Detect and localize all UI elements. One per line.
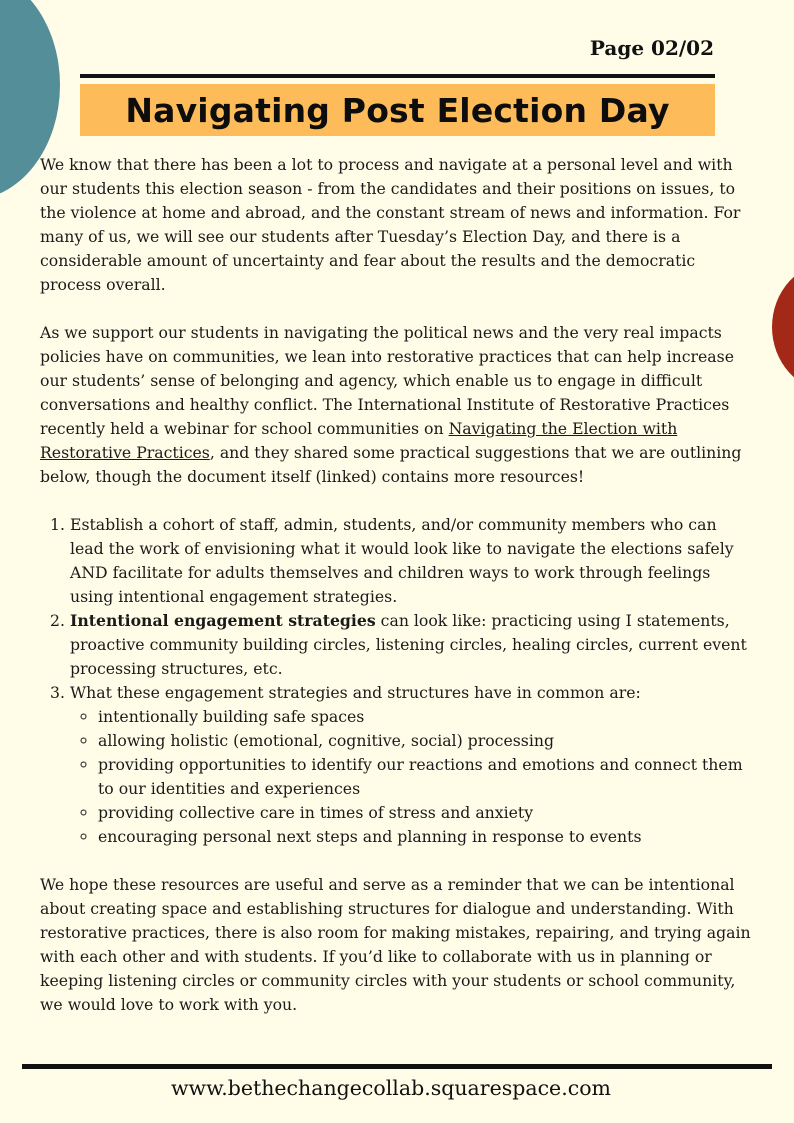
closing-paragraph: We hope these resources are useful and serve as a reminder that we can be intentional about creating space and establishing structures for dialogue and understanding. With restorative practices, there is also room for making mistakes, repairing, and trying again with each other and with students. If you’d like to collaborate with us in planning or keeping listening circles or community circles with your students or school community, we would love to work with you. bbox=[40, 875, 751, 1014]
common-elements-list bbox=[70, 705, 752, 849]
support-paragraph bbox=[40, 321, 752, 489]
red-decorative-circle bbox=[772, 262, 794, 392]
list-item-text: can look like: practicing using I statements, proactive community building circles, listening circles, healing circles, current event processing structures, etc. bbox=[70, 611, 747, 678]
sub-list-item: ◦ intentionally building safe spaces bbox=[98, 705, 752, 729]
page-number: Page 02/02 bbox=[589, 36, 714, 60]
list-item bbox=[70, 681, 752, 849]
webinar-link[interactable]: Navigating the Election with Restorative Practices bbox=[40, 419, 678, 462]
header-divider bbox=[80, 74, 715, 78]
suggestions-list bbox=[40, 513, 752, 849]
support-text-start: As we support our students in navigating the political news and the very real impacts policies have on communities, we lean into restorative practices that can help increase our students’ sense of belonging and agency, which enable us to engage in difficult conversations and healthy conflict. The International Institute of Restorative Practices recently held a webinar for school communities on bbox=[40, 323, 734, 438]
list-item-text: What these engagement strategies and structures have in common are: bbox=[70, 683, 641, 702]
article-body bbox=[40, 153, 752, 1041]
intro-paragraph: We know that there has been a lot to process and navigate at a personal level and with our students this election season - from the candidates and their positions on issues, to the violence at home and abroad, and the constant stream of news and information. For many of us, we will see our students after Tuesday’s Election Day, and there is a considerable amount of uncertainty and fear about the results and the democratic process overall. bbox=[40, 155, 741, 294]
list-item: 1. Establish a cohort of staff, admin, students, and/or community members who can lead the work of envisioning what it would look like to navigate the elections safely AND facilitate for adults themselves and children ways to work through feelings using intentional engagement strategies. bbox=[70, 513, 752, 609]
sub-list-item: ◦ providing opportunities to identify our reactions and emotions and connect them to our identities and experiences bbox=[98, 753, 752, 801]
support-text-end: , and they shared some practical suggestions that we are outlining below, though the document itself (linked) contains more resources! bbox=[40, 443, 742, 486]
sub-list-item: ◦ encouraging personal next steps and planning in response to events bbox=[98, 825, 752, 849]
footer-website-url: www.bethechangecollab.squarespace.com bbox=[171, 1076, 611, 1100]
page-title: Navigating Post Election Day bbox=[125, 90, 670, 130]
sub-list-item: ◦ providing collective care in times of stress and anxiety bbox=[98, 801, 752, 825]
footer-divider bbox=[22, 1064, 772, 1069]
list-item bbox=[70, 609, 752, 681]
title-banner bbox=[80, 84, 715, 136]
bold-term: Intentional engagement strategies bbox=[70, 611, 376, 630]
sub-list-item: ◦ allowing holistic (emotional, cognitive, social) processing bbox=[98, 729, 752, 753]
